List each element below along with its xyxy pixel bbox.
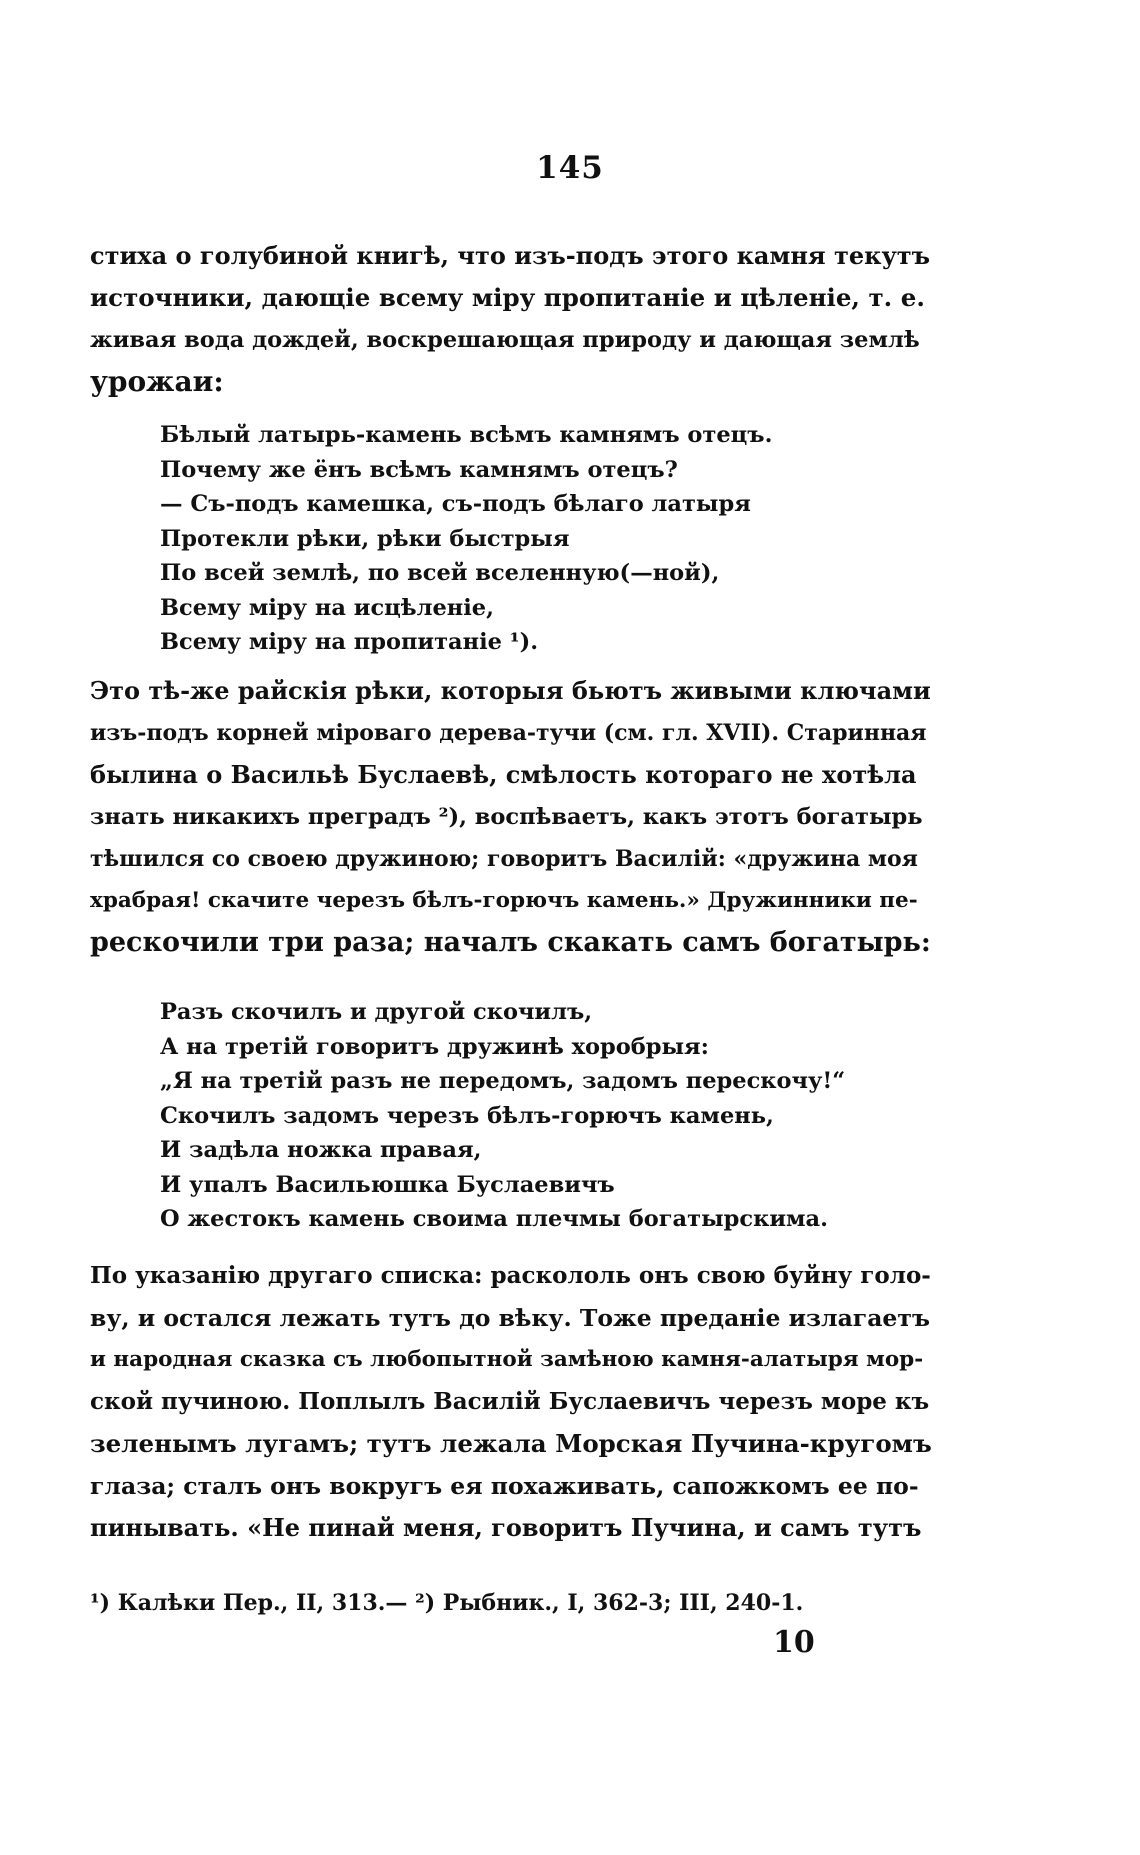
text-line: Это тѣ-же райскія рѣки, которыя бьютъ живыми ключами xyxy=(90,676,931,705)
verse-line: Всему міру на пропитаніе ¹). xyxy=(160,629,539,655)
text-line: ву, и остался лежать тутъ до вѣку. Тоже преданіе излагаетъ xyxy=(90,1304,930,1332)
verse-line: И упалъ Васильюшка Буслаевичъ xyxy=(160,1171,615,1198)
text-line: урожаи: xyxy=(90,365,224,398)
verse-line: Бѣлый латырь-камень всѣмъ камнямъ отецъ. xyxy=(160,422,773,448)
text-line: живая вода дождей, воскрешающая природу и дающая землѣ xyxy=(90,327,920,353)
verse-1 xyxy=(160,418,772,660)
verse-line: О жестокъ камень своима плечмы богатырскима. xyxy=(160,1206,828,1232)
verse-line: Всему міру на исцѣленіе, xyxy=(160,594,494,621)
verse-line: Почему же ёнъ всѣмъ камнямъ отецъ? xyxy=(160,456,678,483)
text-line: глаза; сталъ онъ вокругъ ея похаживать, сапожкомъ ее по- xyxy=(90,1472,919,1500)
verse-line: Разъ скочилъ и другой скочилъ, xyxy=(160,999,593,1025)
verse-line: И задѣла ножка правая, xyxy=(160,1137,482,1163)
text-line: былина о Васильѣ Буслаевѣ, смѣлость котораго не хотѣла xyxy=(90,760,917,789)
text-line: тѣшился со своею дружиною; говоритъ Василій: «дружина моя xyxy=(90,846,918,872)
verse-line: — Съ-подъ камешка, съ-подъ бѣлаго латыря xyxy=(160,491,751,517)
signature-mark: 10 xyxy=(773,1625,815,1660)
text-line: ской пучиною. Поплылъ Василій Буслаевичъ черезъ море къ xyxy=(90,1388,930,1415)
text-line: стиха о голубиной книгѣ, что изъ-подъ этого камня текутъ xyxy=(90,241,931,270)
verse-line: Скочилъ задомъ черезъ бѣлъ-горючъ камень, xyxy=(160,1102,774,1129)
paragraph-2 xyxy=(90,670,932,964)
text-line: и народная сказка съ любопытной замѣною камня-алатыря мор- xyxy=(90,1347,924,1372)
footnote: ¹) Калѣки Пер., II, 313.— ²) Рыбник., I, 362-3; III, 240-1. xyxy=(90,1590,804,1616)
verse-line: „Я на третій разъ не передомъ, задомъ перескочу!“ xyxy=(160,1068,846,1094)
text-line: По указанію другаго списка: раскололь онъ свою буйну голо- xyxy=(90,1262,931,1289)
text-line: источники, дающіе всему міру пропитаніе и цѣленіе, т. е. xyxy=(90,283,925,312)
text-line: знать никакихъ преградъ ²), воспѣваетъ, какъ этотъ богатырь xyxy=(90,804,923,830)
verse-2 xyxy=(160,995,845,1237)
text-line: храбрая! скачите черезъ бѣлъ-горючъ камень.» Дружинники пе- xyxy=(90,888,918,913)
verse-line: Протекли рѣки, рѣки быстрыя xyxy=(160,525,570,552)
text-line: рескочили три раза; началъ скакать самъ богатырь: xyxy=(90,927,931,958)
paragraph-1 xyxy=(90,235,932,403)
page-number: 145 xyxy=(536,150,604,186)
text-line: изъ-подъ корней міроваго дерева-тучи (см. гл. XVII). Старинная xyxy=(90,720,927,746)
verse-line: А на третій говоритъ дружинѣ хоробрыя: xyxy=(160,1033,709,1060)
verse-line: По всей землѣ, по всей вселенную(—ной), xyxy=(160,560,720,586)
text-line: пинывать. «Не пинай меня, говоритъ Пучина, и самъ тутъ xyxy=(90,1513,922,1542)
paragraph-3 xyxy=(90,1255,932,1549)
text-line: зеленымъ лугамъ; тутъ лежала Морская Пучина-кругомъ xyxy=(90,1429,932,1458)
